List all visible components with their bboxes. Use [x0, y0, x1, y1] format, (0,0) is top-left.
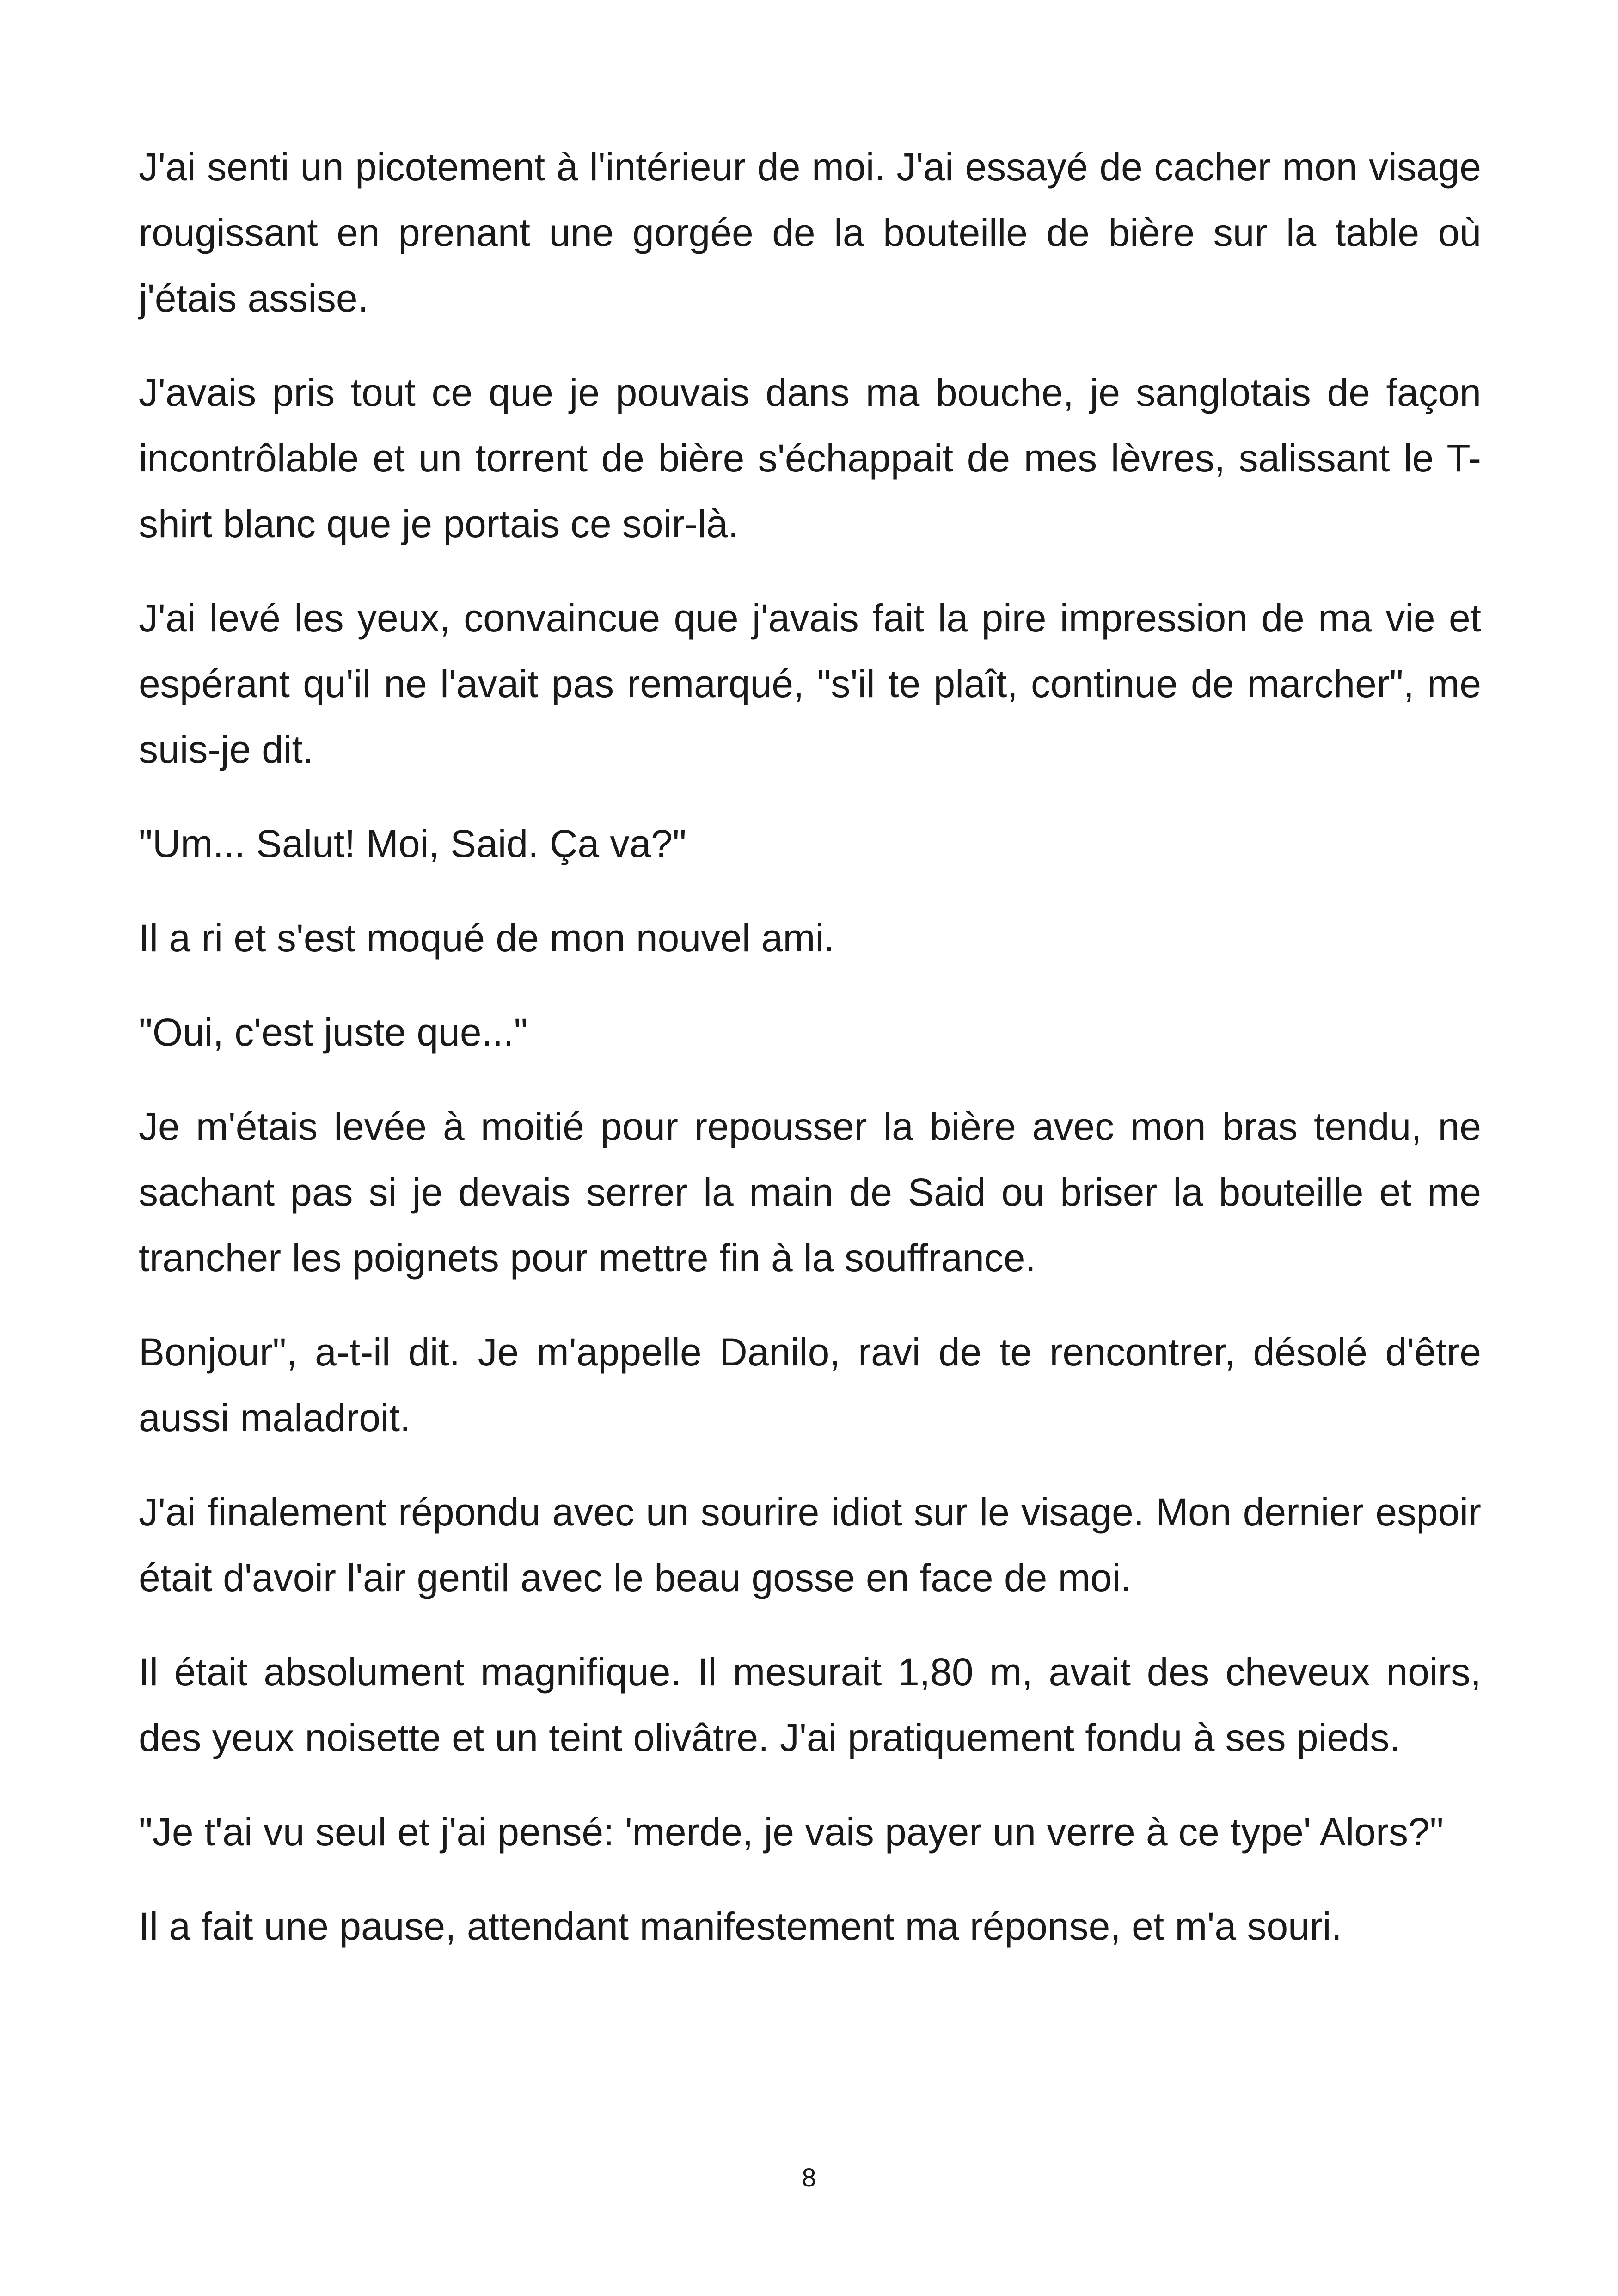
paragraph: "Um... Salut! Moi, Said. Ça va?" [139, 822, 686, 865]
paragraph: J'ai finalement répondu avec un sourire idiot sur le visage. Mon dernier espoir était d'avoir l'air gentil avec le beau gosse en face de moi. [139, 1490, 1481, 1599]
paragraph: Il était absolument magnifique. Il mesurait 1,80 m, avait des cheveux noirs, des yeux noisette et un teint olivâtre. J'ai pratiquement fondu à ses pieds. [139, 1650, 1481, 1759]
paragraph: Il a ri et s'est moqué de mon nouvel ami. [139, 916, 835, 960]
paragraph: J'avais pris tout ce que je pouvais dans ma bouche, je sanglotais de façon incontrôlable et un torrent de bière s'échappait de mes lèvres, salissant le T-shirt blanc que je portais ce soir-là. [139, 371, 1481, 545]
paragraph: "Oui, c'est juste que..." [139, 1010, 528, 1054]
paragraph: Je m'étais levée à moitié pour repousser la bière avec mon bras tendu, ne sachant pas si je devais serrer la main de Said ou briser la bouteille et me trancher les poignets pour mettre fin à la souffrance. [139, 1105, 1481, 1280]
body-text [139, 134, 1481, 1988]
page-number: 8 [802, 2163, 816, 2192]
paragraph: J'ai levé les yeux, convaincue que j'avais fait la pire impression de ma vie et espérant qu'il ne l'avait pas remarqué, "s'il te plaît, continue de marcher", me suis-je dit. [139, 596, 1481, 771]
paragraph: J'ai senti un picotement à l'intérieur de moi. J'ai essayé de cacher mon visage rougissant en prenant une gorgée de la bouteille de bière sur la table où j'étais assise. [139, 145, 1481, 320]
paragraph: Bonjour", a-t-il dit. Je m'appelle Danilo, ravi de te rencontrer, désolé d'être aussi maladroit. [139, 1330, 1481, 1439]
paragraph: "Je t'ai vu seul et j'ai pensé: 'merde, je vais payer un verre à ce type' Alors?" [139, 1810, 1444, 1854]
paragraph: Il a fait une pause, attendant manifestement ma réponse, et m'a souri. [139, 1904, 1342, 1948]
